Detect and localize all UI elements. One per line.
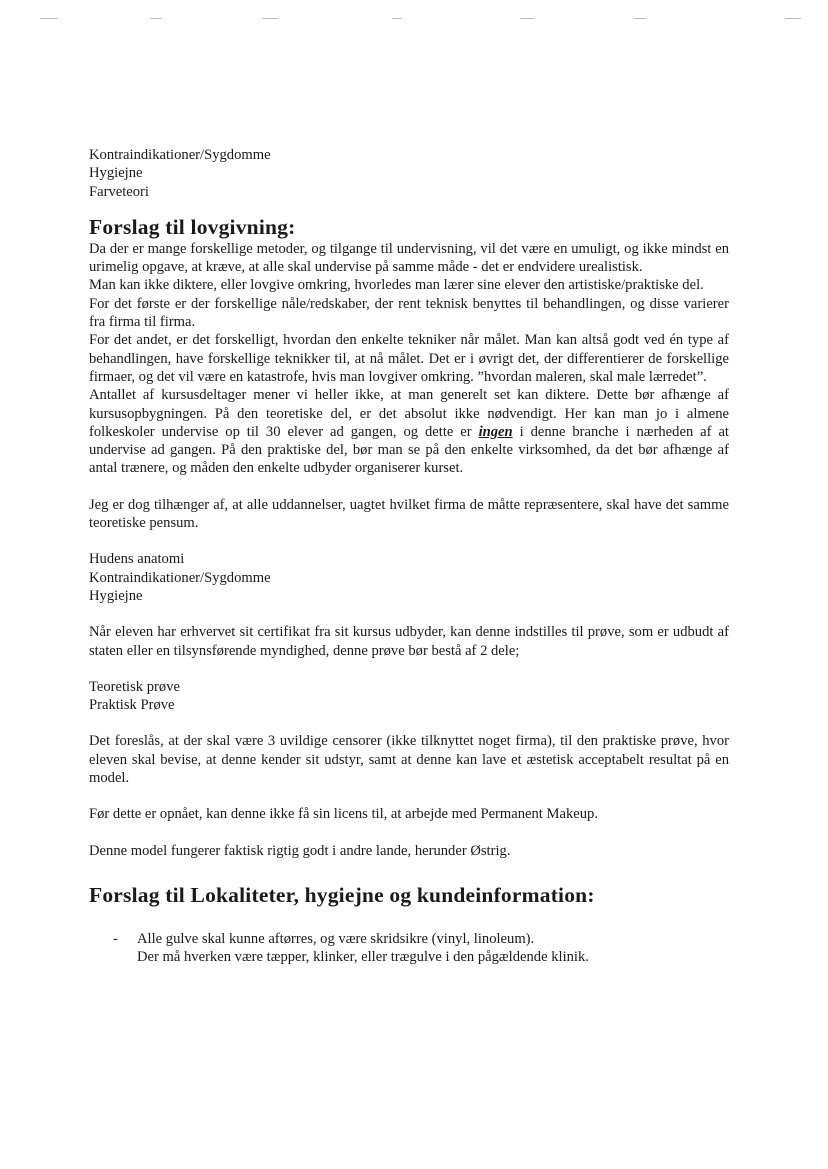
- curriculum-item: Hudens anatomi: [89, 551, 185, 568]
- paragraph: Jeg er dog tilhænger af, at alle uddannelser, uagtet hvilket firma de måtte repræsentere, skal have det samme teoretiske pensum.: [89, 496, 729, 532]
- bullet-text: Der må hverken være tæpper, klinker, eller trægulve i den pågældende klinik.: [137, 949, 589, 966]
- bullet-dash: -: [113, 930, 118, 947]
- paragraph: Denne model fungerer faktisk rigtig godt i andre lande, herunder Østrig.: [89, 842, 511, 859]
- bullet-text: Alle gulve skal kunne aftørres, og være skridsikre (vinyl, linoleum).: [137, 930, 535, 947]
- exam-item: Teoretisk prøve: [89, 678, 180, 695]
- paragraph: [89, 386, 729, 477]
- section-heading-legislation: Forslag til lovgivning:: [89, 214, 296, 239]
- section-heading-locations: Forslag til Lokaliteter, hygiejne og kundeinformation:: [89, 882, 595, 907]
- emphasized-word: ingen: [478, 423, 513, 440]
- curriculum-item: Kontraindikationer/Sygdomme: [89, 569, 271, 586]
- paragraph: For det andet, er det forskelligt, hvordan den enkelte tekniker når målet. Man kan altså godt ved én type af behandlingen, have forskellige teknikker til, at nå målet. Det er i øvrigt det, der differentierer de forskellige firmaer, og det vil være en katastrofe, hvis man lovgiver omkring. ”hvordan maleren, skal male lærredet”.: [89, 332, 729, 385]
- scan-artifact-line: [0, 18, 828, 22]
- intro-list-item: Kontraindikationer/Sygdomme: [89, 147, 271, 163]
- bullet-list: [89, 930, 729, 967]
- bullet-item: [89, 930, 729, 967]
- paragraph: For det første er der forskellige nåle/redskaber, der rent teknisk benyttes til behandlingen, og disse varierer fra firma til firma.: [89, 295, 729, 331]
- paragraph: Før dette er opnået, kan denne ikke få sin licens til, at arbejde med Permanent Makeup.: [89, 806, 598, 823]
- paragraph: Man kan ikke diktere, eller lovgive omkring, hvorledes man lærer sine elever den artistiske/praktiske del.: [89, 277, 704, 294]
- paragraph-text: Antallet af kursusdeltager mener vi heller ikke, at man generelt set kan diktere. Dette bør afhænge af kursusopbygningen. På den teoretiske del, er det absolut ikke nødvendigt. Her kan man jo i almene folkeskoler undervise op til 30 elever ad gangen, og dette er: [89, 387, 729, 440]
- exam-item: Praktisk Prøve: [89, 697, 175, 714]
- curriculum-item: Hygiejne: [89, 587, 143, 604]
- paragraph: Det foreslås, at der skal være 3 uvildige censorer (ikke tilknyttet noget firma), til den praktiske prøve, hvor eleven skal bevise, at denne kender sit udstyr, samt at denne kan lave et æstetisk acceptabelt resultat på en model.: [89, 733, 729, 787]
- paragraph-text: i denne branche i nærheden af at undervise ad gangen. På den praktiske del, bør man se på den enkelte virksomhed, da det bør afhænge af antal trænere, og måden den enkelte udbyder organiserer kurset.: [89, 423, 729, 477]
- document-body: [89, 146, 729, 967]
- intro-list-item: Farveteori: [89, 183, 149, 200]
- paragraph: Da der er mange forskellige metoder, og tilgange til undervisning, vil det være en umuligt, og ikke mindst en urimelig opgave, at kræve, at alle skal undervise på samme måde - det er endvidere urealistisk.: [89, 240, 729, 276]
- intro-list-item: Hygiejne: [89, 165, 143, 182]
- paragraph: Når eleven har erhvervet sit certifikat fra sit kursus udbyder, kan denne indstilles til prøve, som er udbudt af staten eller en tilsynsførende myndighed, denne prøve bør bestå af 2 dele;: [89, 624, 729, 659]
